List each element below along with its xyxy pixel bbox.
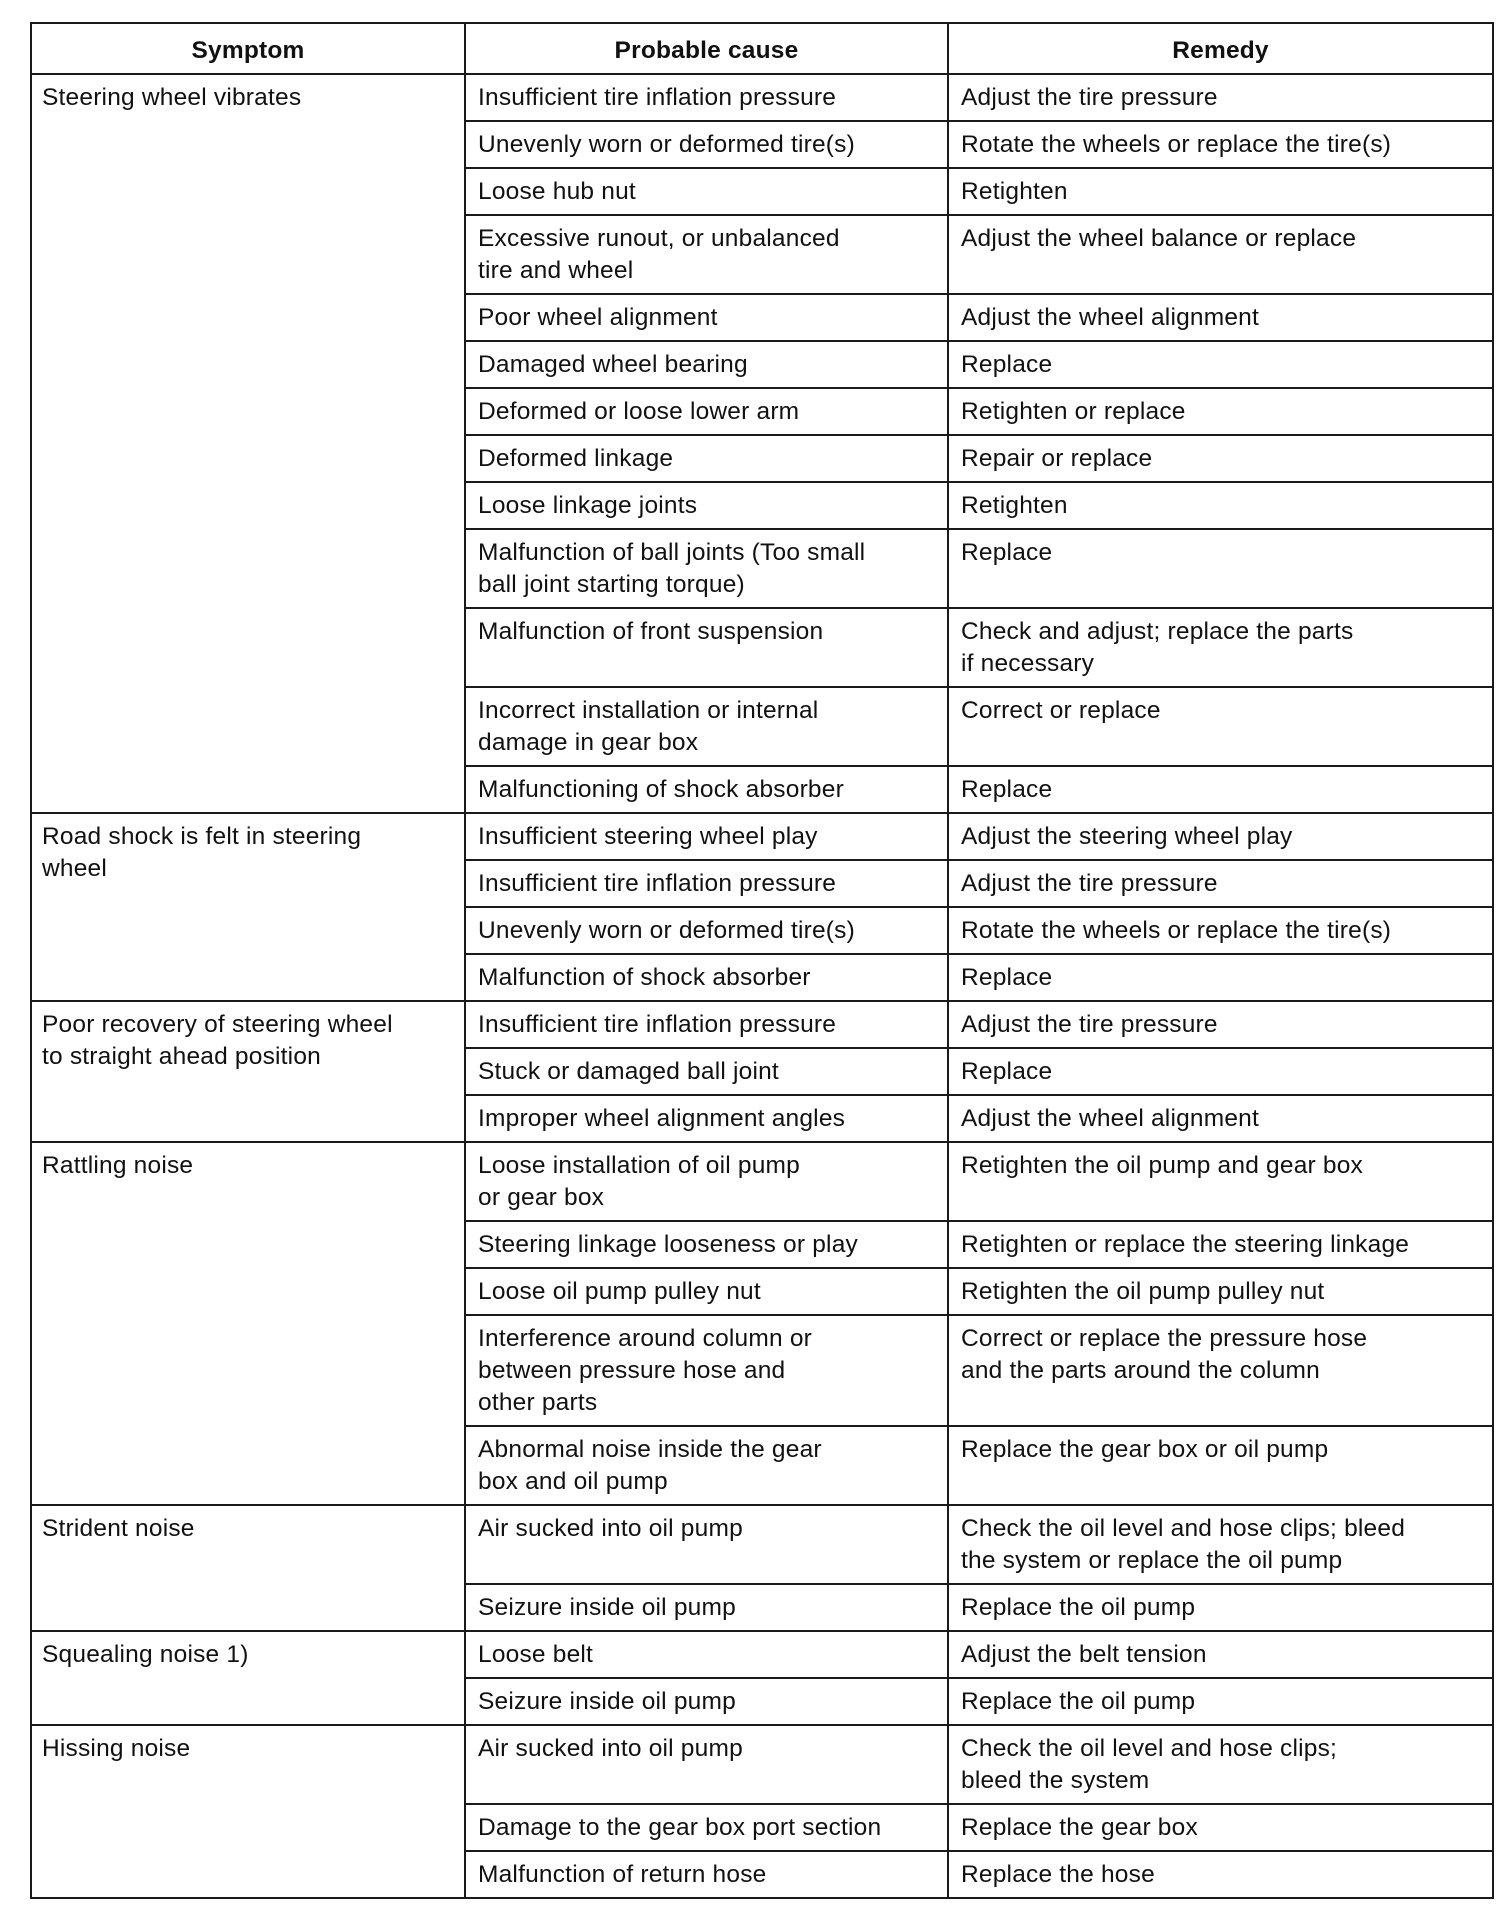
table-row	[31, 1505, 1493, 1584]
symptom-cell: Steering wheel vibrates	[31, 74, 465, 813]
table-body	[31, 74, 1493, 1898]
remedy-cell: Replace the oil pump	[948, 1678, 1493, 1725]
probable-cause-cell: Damage to the gear box port section	[465, 1804, 948, 1851]
remedy-cell: Replace the gear box	[948, 1804, 1493, 1851]
probable-cause-cell: Seizure inside oil pump	[465, 1584, 948, 1631]
remedy-cell: Replace	[948, 954, 1493, 1001]
probable-cause-cell: Loose hub nut	[465, 168, 948, 215]
table-row	[31, 1631, 1493, 1678]
remedy-cell: Replace	[948, 341, 1493, 388]
probable-cause-cell: Insufficient tire inflation pressure	[465, 1001, 948, 1048]
remedy-cell: Check the oil level and hose clips; bleed the system or replace the oil pump	[948, 1505, 1493, 1584]
symptom-cell: Poor recovery of steering wheel to straight ahead position	[31, 1001, 465, 1142]
remedy-cell: Replace the oil pump	[948, 1584, 1493, 1631]
probable-cause-cell: Malfunction of shock absorber	[465, 954, 948, 1001]
probable-cause-cell: Deformed or loose lower arm	[465, 388, 948, 435]
probable-cause-cell: Malfunctioning of shock absorber	[465, 766, 948, 813]
header-symptom: Symptom	[31, 23, 465, 74]
remedy-cell: Check the oil level and hose clips; bleed the system	[948, 1725, 1493, 1804]
probable-cause-cell: Interference around column or between pressure hose and other parts	[465, 1315, 948, 1426]
probable-cause-cell: Damaged wheel bearing	[465, 341, 948, 388]
table-header-row	[31, 23, 1493, 74]
table-row	[31, 1001, 1493, 1048]
table-row	[31, 74, 1493, 121]
table-row	[31, 813, 1493, 860]
probable-cause-cell: Poor wheel alignment	[465, 294, 948, 341]
symptom-cell: Rattling noise	[31, 1142, 465, 1505]
remedy-cell: Check and adjust; replace the parts if necessary	[948, 608, 1493, 687]
probable-cause-cell: Improper wheel alignment angles	[465, 1095, 948, 1142]
remedy-cell: Retighten or replace	[948, 388, 1493, 435]
probable-cause-cell: Excessive runout, or unbalanced tire and wheel	[465, 215, 948, 294]
probable-cause-cell: Loose installation of oil pump or gear box	[465, 1142, 948, 1221]
remedy-cell: Retighten or replace the steering linkage	[948, 1221, 1493, 1268]
troubleshooting-table	[30, 22, 1494, 1899]
probable-cause-cell: Abnormal noise inside the gear box and oil pump	[465, 1426, 948, 1505]
probable-cause-cell: Seizure inside oil pump	[465, 1678, 948, 1725]
remedy-cell: Adjust the wheel balance or replace	[948, 215, 1493, 294]
remedy-cell: Adjust the steering wheel play	[948, 813, 1493, 860]
remedy-cell: Replace	[948, 529, 1493, 608]
remedy-cell: Rotate the wheels or replace the tire(s)	[948, 121, 1493, 168]
probable-cause-cell: Malfunction of ball joints (Too small ball joint starting torque)	[465, 529, 948, 608]
probable-cause-cell: Malfunction of return hose	[465, 1851, 948, 1898]
symptom-cell: Hissing noise	[31, 1725, 465, 1898]
probable-cause-cell: Unevenly worn or deformed tire(s)	[465, 121, 948, 168]
probable-cause-cell: Loose linkage joints	[465, 482, 948, 529]
probable-cause-cell: Steering linkage looseness or play	[465, 1221, 948, 1268]
table-row	[31, 1142, 1493, 1221]
symptom-cell: Road shock is felt in steering wheel	[31, 813, 465, 1001]
remedy-cell: Retighten the oil pump pulley nut	[948, 1268, 1493, 1315]
probable-cause-cell: Air sucked into oil pump	[465, 1725, 948, 1804]
table-row	[31, 1725, 1493, 1804]
remedy-cell: Rotate the wheels or replace the tire(s)	[948, 907, 1493, 954]
probable-cause-cell: Insufficient tire inflation pressure	[465, 860, 948, 907]
probable-cause-cell: Loose belt	[465, 1631, 948, 1678]
remedy-cell: Correct or replace the pressure hose and the parts around the column	[948, 1315, 1493, 1426]
remedy-cell: Adjust the wheel alignment	[948, 1095, 1493, 1142]
probable-cause-cell: Malfunction of front suspension	[465, 608, 948, 687]
remedy-cell: Adjust the wheel alignment	[948, 294, 1493, 341]
remedy-cell: Adjust the belt tension	[948, 1631, 1493, 1678]
probable-cause-cell: Stuck or damaged ball joint	[465, 1048, 948, 1095]
remedy-cell: Replace	[948, 766, 1493, 813]
remedy-cell: Repair or replace	[948, 435, 1493, 482]
probable-cause-cell: Loose oil pump pulley nut	[465, 1268, 948, 1315]
probable-cause-cell: Air sucked into oil pump	[465, 1505, 948, 1584]
remedy-cell: Replace	[948, 1048, 1493, 1095]
symptom-cell: Strident noise	[31, 1505, 465, 1631]
probable-cause-cell: Unevenly worn or deformed tire(s)	[465, 907, 948, 954]
probable-cause-cell: Incorrect installation or internal damage in gear box	[465, 687, 948, 766]
header-probable-cause: Probable cause	[465, 23, 948, 74]
header-remedy: Remedy	[948, 23, 1493, 74]
remedy-cell: Correct or replace	[948, 687, 1493, 766]
remedy-cell: Replace the hose	[948, 1851, 1493, 1898]
probable-cause-cell: Insufficient steering wheel play	[465, 813, 948, 860]
document-page	[30, 22, 1492, 1899]
remedy-cell: Adjust the tire pressure	[948, 74, 1493, 121]
remedy-cell: Replace the gear box or oil pump	[948, 1426, 1493, 1505]
remedy-cell: Adjust the tire pressure	[948, 860, 1493, 907]
symptom-cell: Squealing noise 1)	[31, 1631, 465, 1725]
remedy-cell: Retighten	[948, 168, 1493, 215]
probable-cause-cell: Insufficient tire inflation pressure	[465, 74, 948, 121]
probable-cause-cell: Deformed linkage	[465, 435, 948, 482]
remedy-cell: Adjust the tire pressure	[948, 1001, 1493, 1048]
remedy-cell: Retighten	[948, 482, 1493, 529]
remedy-cell: Retighten the oil pump and gear box	[948, 1142, 1493, 1221]
